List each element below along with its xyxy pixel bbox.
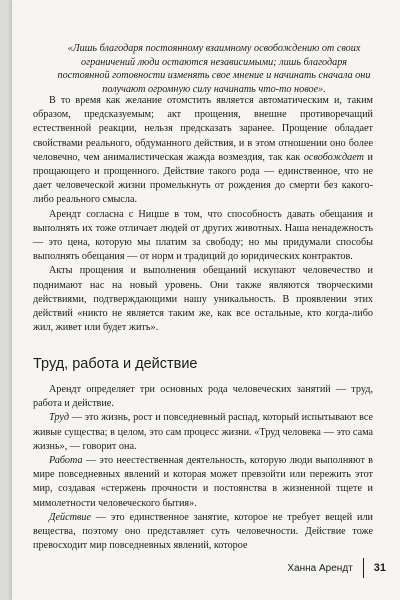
page-number: 31 (373, 562, 386, 574)
paragraph-text: В то время как желание отомстить является автоматическим и, таким образом, предсказуемым; акт прощения, внешне противоречащий естественной реакции, нельзя предсказать заранее. Прощение обладает свойствами реального, обдуманного действия, и в этом отношении оно более человечно, чем анималистическая жажда возмездия, так как (33, 95, 373, 163)
term-action: Действие (49, 511, 92, 523)
term-work: Работа (49, 455, 83, 467)
paragraph-text: и прощающего и прощенного. Действие такого рода — единственное, что не дает человеческой жизни промелькнуть от рождения до смерти без какого-либо реального смысла. (33, 151, 373, 206)
paragraph (33, 454, 373, 511)
section-text (33, 383, 373, 553)
emphasized-word: освобождает (303, 151, 364, 163)
paragraph: Арендт определяет три основных рода человеческих занятий — труд, работа и действие. (33, 384, 373, 410)
definition-text: — это неестественная деятельность, которую люди выполняют в мире повседневных явлений и которая может превзойти или пережить этот мир, создавая «стержень прочности и постоянства в жизненной тщете и мимолетности человеческого бытия». (33, 455, 373, 509)
running-footer-author: Ханна Арендт (287, 562, 353, 574)
paragraph (33, 511, 373, 554)
paragraph (33, 94, 373, 208)
term-labor: Труд (49, 412, 70, 424)
paragraph: Акты прощения и выполнения обещаний искупают человечество и поднимают нас на новый уровень. Они также являются творческими действиями, подтверждающими нашу уникальность. В проявлении этих действий «никто не является таким же, как все остальные, кто когда-либо жил, живет или будет жить». (33, 265, 373, 334)
epigraph-quote: «Лишь благодаря постоянному взаимному освобождению от своих ограничений люди остаются независимыми; лишь благодаря постоянной готовности изменять свое мнение и начинать сначала они получают огромную силу начинать что-то новое». (57, 43, 371, 95)
footer-divider (363, 558, 364, 578)
book-page (12, 0, 400, 600)
paragraph: Арендт согласна с Ницше в том, что способность давать обещания и выполнять их тоже отличает людей от других животных. Наша ненадежность — это цена, которую мы платим за свободу; но мы придумали способы выполнять обещания — от норм и традиций до юридических контрактов. (33, 208, 373, 263)
paragraph (33, 411, 373, 454)
main-text (33, 94, 373, 335)
definition-text: — это жизнь, рост и повседневный распад, который испытывают все живые существа; в целом, это сам процесс жизни. «Труд человека — это сама жизнь», — говорит она. (33, 412, 373, 452)
definition-text: — это единственное занятие, которое не требует вещей или вещества, поэтому оно представляет суть человечности. Действие тоже превосходит мир повседневных явлений, которое (33, 511, 373, 552)
section-heading: Труд, работа и действие (33, 356, 198, 372)
page-footer (287, 558, 386, 578)
